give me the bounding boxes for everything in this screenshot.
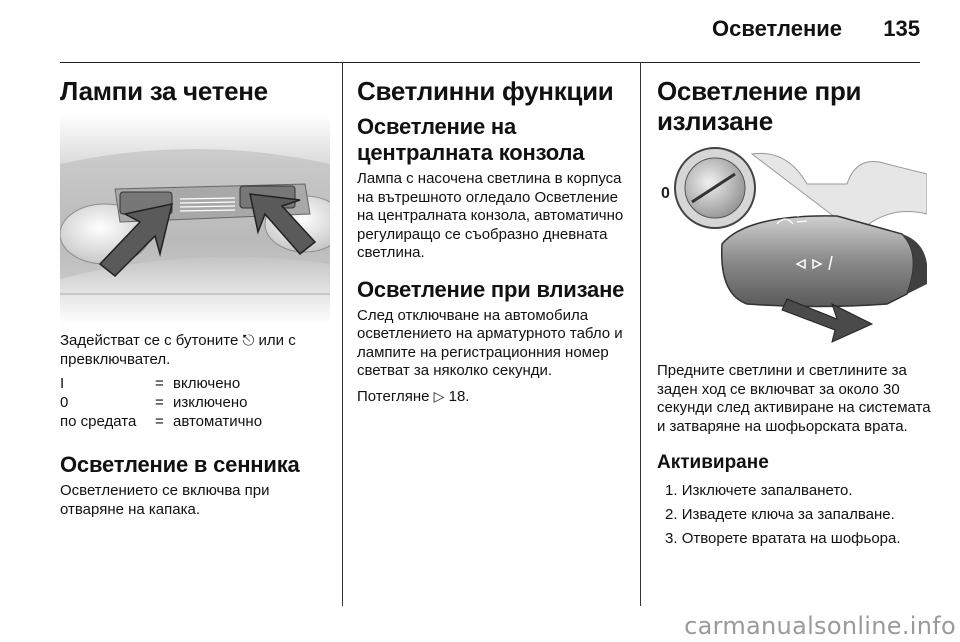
exit-lighting-text: Предните светлини и светлините за заден ход се включват за около 30 секунди след активиране на системата и затваряне на шофьорската врата. (657, 362, 931, 435)
table-row: I = включено (60, 375, 241, 392)
light-switch-illustration (657, 144, 927, 354)
table-row: по средата = автоматично (60, 413, 263, 430)
column-light-functions (342, 62, 637, 606)
cross-reference: Потегляне ▷ 18. (357, 387, 470, 405)
column-reading-lamps (60, 62, 330, 606)
heading-light-functions: Светлинни функции (357, 76, 614, 106)
page-number: 135 (883, 16, 920, 41)
entry-lighting-text: След отключване на автомобила осветлението на арматурното табло и лампите на регистрационния номер светват за няколко секунди. (357, 306, 623, 379)
heading-exit-lighting: Осветление при излизане (657, 76, 862, 136)
switch-position-zero: 0 (661, 185, 670, 202)
column-exit-lighting (640, 62, 937, 606)
page-header (60, 0, 920, 63)
reading-lamp-illustration (60, 114, 330, 324)
switch-positions-table (60, 375, 262, 432)
table-row: 0 = изключено (60, 394, 248, 411)
heading-entry-lighting: Осветление при влизане (357, 276, 625, 302)
exit-lighting-figure (657, 144, 927, 354)
center-console-text: Лампа с насочена светлина в корпуса на вътрешното огледало Осветление на централната конзола, автоматично регулиращо се съобразно дневната светлина. (357, 170, 624, 261)
watermark: carmanualsonline.info (684, 612, 956, 640)
heading-activation: Активиране (657, 452, 769, 473)
heading-visor-lighting: Осветление в сенника (60, 452, 300, 477)
visor-lighting-text: Осветлението се включва при отваряне на капака. (60, 482, 270, 518)
heading-center-console: Осветление на централната конзола (357, 114, 585, 165)
activation-steps (665, 482, 937, 548)
heading-reading-lamps: Лампи за четене (60, 76, 268, 106)
reference-arrow-icon: ▷ (433, 387, 445, 404)
list-item: 2. Извадете ключа за запалване. (665, 506, 895, 523)
list-item: 1. Изключете запалването. (665, 482, 853, 499)
section-title: Осветление (712, 16, 842, 41)
lamp-button-icon: ⎋ (242, 332, 255, 349)
reading-lamps-text: Задействат се с бутоните ⎋ или с превключвател. (60, 332, 296, 368)
reading-lamps-figure (60, 114, 330, 324)
list-item: 3. Отворете вратата на шофьора. (665, 530, 901, 547)
